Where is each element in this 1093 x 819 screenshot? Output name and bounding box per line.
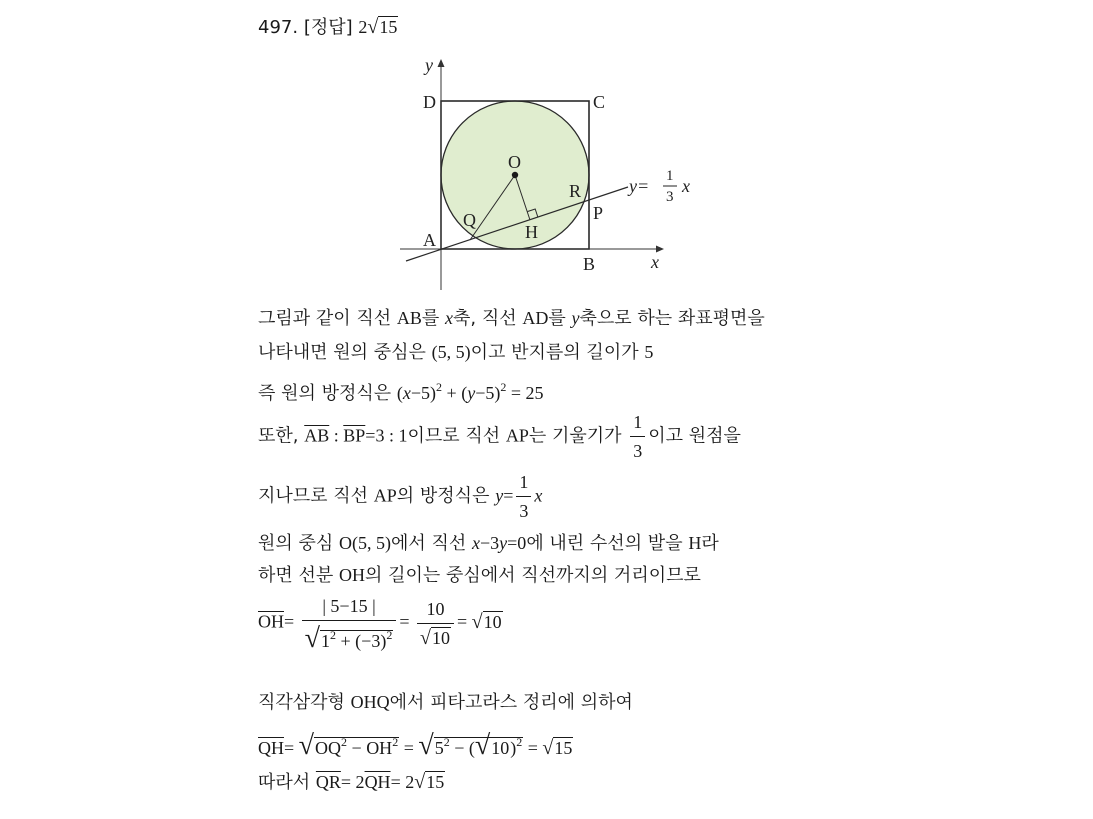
label-p: P: [593, 203, 604, 223]
center-point: [512, 172, 518, 178]
qh-equation: $\overline{QH}= √OQ^2 - \overline{OH}^2 = √5^2 - (√10)^2 = √15$: [258, 730, 573, 761]
coordinate-figure: [390, 50, 710, 295]
label-h: H: [525, 222, 538, 242]
problem-number: 497.: [258, 17, 299, 38]
perpendicular-line: 원의 중심 O(5, 5)에서 직선 x−3y=0에 내린 수선의 발을 H라: [258, 533, 719, 554]
label-b: B: [583, 254, 596, 274]
line-equation-lhs: y=: [629, 176, 650, 196]
label-r: R: [569, 181, 582, 201]
y-axis-arrow: [438, 59, 445, 67]
slope-line: 또한, $\overline{AB}$ : $\overline{BP}=3$ : 1이므로 직선 AP는 기울기가 $\frac{1}{3}$ 이고 원점을: [258, 412, 741, 461]
label-a: A: [423, 230, 436, 250]
final-answer-line: 따라서 $\overline{QR}= 2\overline{QH}= 2√15$: [258, 771, 445, 793]
line-equation-line: 지나므로 직선 AP의 방정식은 y= $\frac{1}{3}$ x: [258, 472, 543, 521]
answer-header: [258, 15, 398, 40]
solution-line-2: 나타내면 원의 중심은 (5, 5)이고 반지름의 길이가 5: [258, 342, 654, 363]
answer-value: 2√15: [358, 16, 398, 38]
answer-label: [정답]: [303, 17, 353, 38]
label-x-axis: x: [651, 252, 659, 272]
solution-line-1: 그림과 같이 직선 AB를 x축, 직선 AD를 y축으로 하는 좌표평면을: [258, 308, 765, 329]
line-equation-var: x: [682, 176, 690, 196]
line-equation-num: 1: [666, 168, 674, 184]
circle-equation-line: 즉 원의 방정식은 $(x-5)^2 + (y-5)^2 = 25$: [258, 380, 544, 404]
oh-distance-equation: $\overline{OH}=$ $\frac{| 5-15 |}{√1^2 + (-3)^2}$ = $\frac{10}{√10}$ = √10: [258, 596, 502, 654]
label-y-axis: y: [425, 55, 433, 75]
distance-intro-line: 하면 선분 OH의 길이는 중심에서 직선까지의 거리이므로: [258, 565, 701, 586]
pythagoras-intro-line: 직각삼각형 OHQ에서 피타고라스 정리에 의하여: [258, 692, 633, 713]
label-o: O: [508, 152, 521, 172]
line-equation-den: 3: [666, 189, 674, 205]
label-c: C: [593, 92, 606, 112]
label-q: Q: [463, 210, 476, 230]
label-d: D: [423, 92, 436, 112]
